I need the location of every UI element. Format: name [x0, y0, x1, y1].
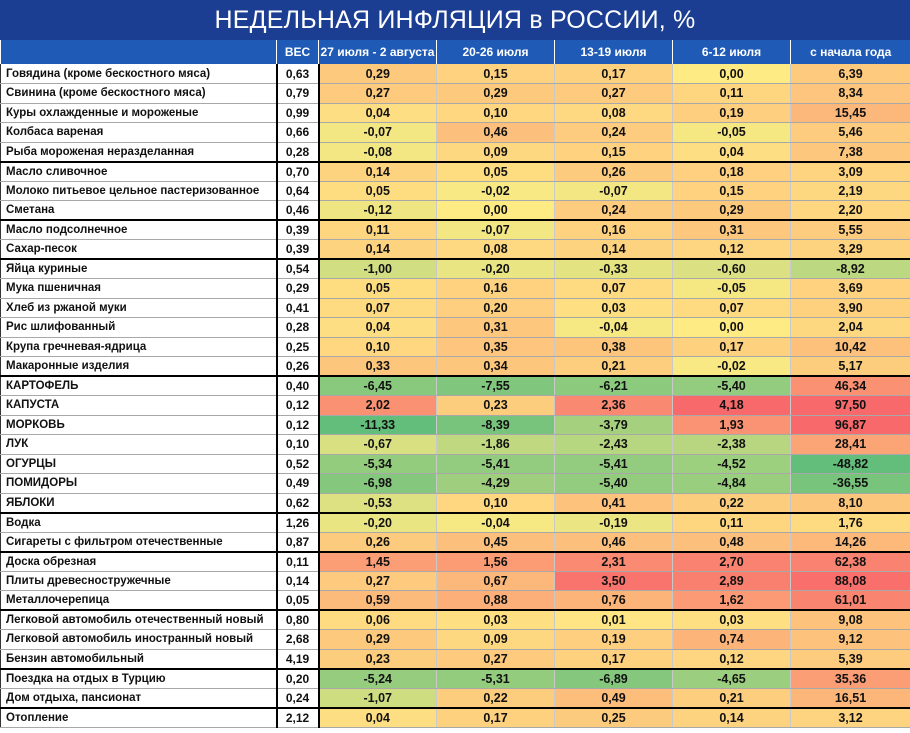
- weekly-cell: -2,38: [673, 435, 791, 455]
- row-label: Говядина (кроме бескостного мяса): [1, 64, 277, 84]
- weekly-cell: 0,76: [555, 591, 673, 611]
- row-label: Крупа гречневая-ядрица: [1, 337, 277, 357]
- weekly-cell: 2,89: [673, 571, 791, 591]
- weekly-cell: 0,10: [437, 103, 555, 123]
- weekly-cell: -4,52: [673, 454, 791, 474]
- weekly-cell: 0,22: [437, 688, 555, 708]
- weekly-cell: -0,07: [319, 123, 437, 143]
- row-label: КАПУСТА: [1, 396, 277, 416]
- table-row: [1, 708, 910, 728]
- table-row: [1, 103, 910, 123]
- weekly-cell: 0,23: [437, 396, 555, 416]
- row-weight: 0,20: [277, 669, 319, 689]
- weekly-cell: 0,24: [555, 123, 673, 143]
- row-weight: 0,49: [277, 474, 319, 494]
- table-row: [1, 688, 910, 708]
- row-label: Отопление: [1, 708, 277, 728]
- table-row: [1, 493, 910, 513]
- row-weight: 0,62: [277, 493, 319, 513]
- row-weight: 2,12: [277, 708, 319, 728]
- ytd-cell: 14,26: [791, 532, 910, 552]
- row-weight: 0,70: [277, 162, 319, 182]
- header-weight: ВЕС: [277, 40, 319, 64]
- table-row: [1, 532, 910, 552]
- row-label: Металлочерепица: [1, 591, 277, 611]
- weekly-cell: -5,31: [437, 669, 555, 689]
- ytd-cell: 3,90: [791, 298, 910, 318]
- weekly-cell: 0,14: [673, 708, 791, 728]
- weekly-cell: 1,45: [319, 552, 437, 572]
- row-weight: 0,14: [277, 571, 319, 591]
- weekly-cell: 0,03: [437, 610, 555, 630]
- weekly-cell: -5,24: [319, 669, 437, 689]
- weekly-cell: 0,46: [437, 123, 555, 143]
- weekly-cell: -6,89: [555, 669, 673, 689]
- row-weight: 0,87: [277, 532, 319, 552]
- ytd-cell: 8,10: [791, 493, 910, 513]
- ytd-cell: -48,82: [791, 454, 910, 474]
- ytd-cell: 3,29: [791, 240, 910, 260]
- weekly-cell: -6,21: [555, 376, 673, 396]
- ytd-cell: 9,08: [791, 610, 910, 630]
- weekly-cell: -1,00: [319, 259, 437, 279]
- weekly-cell: -0,07: [437, 220, 555, 240]
- weekly-cell: -4,29: [437, 474, 555, 494]
- weekly-cell: 0,45: [437, 532, 555, 552]
- header-name: [1, 40, 277, 64]
- row-weight: 0,12: [277, 415, 319, 435]
- weekly-cell: 2,02: [319, 396, 437, 416]
- table-row: [1, 435, 910, 455]
- row-label: Бензин автомобильный: [1, 649, 277, 669]
- ytd-cell: 5,46: [791, 123, 910, 143]
- weekly-cell: 0,29: [673, 201, 791, 221]
- row-label: Хлеб из ржаной муки: [1, 298, 277, 318]
- row-label: Водка: [1, 513, 277, 533]
- weekly-cell: 0,14: [555, 240, 673, 260]
- weekly-cell: 0,05: [319, 181, 437, 201]
- table-row: [1, 454, 910, 474]
- weekly-cell: 1,93: [673, 415, 791, 435]
- table-row: [1, 298, 910, 318]
- table-row: [1, 240, 910, 260]
- weekly-cell: -0,02: [437, 181, 555, 201]
- weekly-cell: -0,33: [555, 259, 673, 279]
- row-weight: 0,99: [277, 103, 319, 123]
- weekly-cell: 0,11: [673, 84, 791, 104]
- ytd-cell: 7,38: [791, 142, 910, 162]
- table-row: [1, 142, 910, 162]
- weekly-cell: 0,29: [319, 64, 437, 84]
- weekly-cell: 0,67: [437, 571, 555, 591]
- row-label: Сахар-песок: [1, 240, 277, 260]
- weekly-cell: -6,45: [319, 376, 437, 396]
- weekly-cell: 0,18: [673, 162, 791, 182]
- ytd-cell: -8,92: [791, 259, 910, 279]
- row-label: Молоко питьевое цельное пастеризованное: [1, 181, 277, 201]
- row-weight: 4,19: [277, 649, 319, 669]
- row-weight: 0,28: [277, 142, 319, 162]
- weekly-cell: -0,20: [437, 259, 555, 279]
- weekly-cell: 0,11: [673, 513, 791, 533]
- table-body: [1, 64, 910, 727]
- table-row: [1, 552, 910, 572]
- weekly-cell: -4,65: [673, 669, 791, 689]
- row-label: Масло подсолнечное: [1, 220, 277, 240]
- weekly-cell: 0,27: [319, 571, 437, 591]
- header-row: [1, 40, 910, 64]
- ytd-cell: 3,69: [791, 279, 910, 299]
- ytd-cell: 97,50: [791, 396, 910, 416]
- table-row: [1, 318, 910, 338]
- weekly-cell: 0,12: [673, 240, 791, 260]
- header-week-1: 27 июля - 2 августа: [319, 40, 437, 64]
- weekly-cell: -0,05: [673, 279, 791, 299]
- weekly-cell: -0,04: [437, 513, 555, 533]
- ytd-cell: 88,08: [791, 571, 910, 591]
- table-row: [1, 630, 910, 650]
- ytd-cell: 62,38: [791, 552, 910, 572]
- row-weight: 0,80: [277, 610, 319, 630]
- weekly-cell: 0,17: [673, 337, 791, 357]
- weekly-cell: -7,55: [437, 376, 555, 396]
- weekly-cell: 0,15: [673, 181, 791, 201]
- weekly-cell: 0,26: [555, 162, 673, 182]
- row-label: Поездка на отдых в Турцию: [1, 669, 277, 689]
- row-weight: 0,11: [277, 552, 319, 572]
- weekly-cell: 1,56: [437, 552, 555, 572]
- weekly-cell: 0,05: [319, 279, 437, 299]
- weekly-cell: 0,00: [673, 64, 791, 84]
- ytd-cell: 5,39: [791, 649, 910, 669]
- weekly-cell: 0,01: [555, 610, 673, 630]
- weekly-cell: 0,08: [437, 240, 555, 260]
- row-weight: 0,29: [277, 279, 319, 299]
- weekly-cell: 0,12: [673, 649, 791, 669]
- weekly-cell: 0,31: [673, 220, 791, 240]
- weekly-cell: 0,22: [673, 493, 791, 513]
- row-weight: 0,26: [277, 357, 319, 377]
- ytd-cell: 5,17: [791, 357, 910, 377]
- row-label: ПОМИДОРЫ: [1, 474, 277, 494]
- weekly-cell: -6,98: [319, 474, 437, 494]
- row-weight: 0,12: [277, 396, 319, 416]
- header-week-4: 6-12 июля: [673, 40, 791, 64]
- weekly-cell: 0,88: [437, 591, 555, 611]
- weekly-cell: 0,04: [319, 103, 437, 123]
- inflation-table: [0, 40, 910, 728]
- table-row: [1, 220, 910, 240]
- weekly-cell: 0,21: [673, 688, 791, 708]
- table-row: [1, 415, 910, 435]
- weekly-cell: 0,03: [673, 610, 791, 630]
- ytd-cell: 46,34: [791, 376, 910, 396]
- weekly-cell: 0,00: [437, 201, 555, 221]
- row-label: Мука пшеничная: [1, 279, 277, 299]
- weekly-cell: 0,04: [319, 318, 437, 338]
- weekly-cell: 0,19: [555, 630, 673, 650]
- row-weight: 1,26: [277, 513, 319, 533]
- table-row: [1, 396, 910, 416]
- ytd-cell: 3,12: [791, 708, 910, 728]
- ytd-cell: -36,55: [791, 474, 910, 494]
- header-week-2: 20-26 июля: [437, 40, 555, 64]
- weekly-cell: 4,18: [673, 396, 791, 416]
- weekly-cell: -0,05: [673, 123, 791, 143]
- table-row: [1, 84, 910, 104]
- weekly-cell: 0,05: [437, 162, 555, 182]
- ytd-cell: 2,04: [791, 318, 910, 338]
- table-row: [1, 571, 910, 591]
- weekly-cell: 2,36: [555, 396, 673, 416]
- weekly-cell: -1,07: [319, 688, 437, 708]
- weekly-cell: 2,70: [673, 552, 791, 572]
- table-row: [1, 279, 910, 299]
- weekly-cell: 0,07: [673, 298, 791, 318]
- table-row: [1, 669, 910, 689]
- weekly-cell: 0,11: [319, 220, 437, 240]
- weekly-cell: 0,15: [437, 64, 555, 84]
- weekly-cell: -5,40: [673, 376, 791, 396]
- ytd-cell: 16,51: [791, 688, 910, 708]
- weekly-cell: -0,02: [673, 357, 791, 377]
- row-weight: 0,40: [277, 376, 319, 396]
- weekly-cell: 0,29: [437, 84, 555, 104]
- table-row: [1, 181, 910, 201]
- weekly-cell: -0,53: [319, 493, 437, 513]
- row-label: ЯБЛОКИ: [1, 493, 277, 513]
- table-row: [1, 513, 910, 533]
- weekly-cell: 0,48: [673, 532, 791, 552]
- weekly-cell: 0,21: [555, 357, 673, 377]
- weekly-cell: 0,09: [437, 142, 555, 162]
- ytd-cell: 8,34: [791, 84, 910, 104]
- ytd-cell: 10,42: [791, 337, 910, 357]
- weekly-cell: 0,25: [555, 708, 673, 728]
- table-row: [1, 123, 910, 143]
- ytd-cell: 1,76: [791, 513, 910, 533]
- row-label: Макаронные изделия: [1, 357, 277, 377]
- ytd-cell: 2,19: [791, 181, 910, 201]
- weekly-cell: -0,67: [319, 435, 437, 455]
- weekly-cell: 2,31: [555, 552, 673, 572]
- weekly-cell: 0,10: [437, 493, 555, 513]
- weekly-cell: 0,59: [319, 591, 437, 611]
- row-weight: 0,79: [277, 84, 319, 104]
- row-weight: 0,66: [277, 123, 319, 143]
- row-label: Яйца куриные: [1, 259, 277, 279]
- table-row: [1, 337, 910, 357]
- weekly-cell: -8,39: [437, 415, 555, 435]
- row-label: Сигареты с фильтром отечественные: [1, 532, 277, 552]
- weekly-cell: 0,00: [673, 318, 791, 338]
- weekly-cell: -0,20: [319, 513, 437, 533]
- table-row: [1, 474, 910, 494]
- weekly-cell: 0,74: [673, 630, 791, 650]
- header-ytd: с начала года: [791, 40, 910, 64]
- weekly-cell: 0,46: [555, 532, 673, 552]
- table-row: [1, 201, 910, 221]
- weekly-cell: -11,33: [319, 415, 437, 435]
- row-weight: 0,46: [277, 201, 319, 221]
- row-weight: 2,68: [277, 630, 319, 650]
- row-weight: 0,64: [277, 181, 319, 201]
- weekly-cell: 0,35: [437, 337, 555, 357]
- weekly-cell: 0,19: [673, 103, 791, 123]
- row-weight: 0,41: [277, 298, 319, 318]
- row-label: Рис шлифованный: [1, 318, 277, 338]
- row-label: Сметана: [1, 201, 277, 221]
- weekly-cell: 0,49: [555, 688, 673, 708]
- table-row: [1, 649, 910, 669]
- weekly-cell: 0,29: [319, 630, 437, 650]
- table-row: [1, 376, 910, 396]
- weekly-cell: 0,27: [555, 84, 673, 104]
- row-label: МОРКОВЬ: [1, 415, 277, 435]
- weekly-cell: -0,04: [555, 318, 673, 338]
- weekly-cell: -5,34: [319, 454, 437, 474]
- row-weight: 0,63: [277, 64, 319, 84]
- row-label: Колбаса вареная: [1, 123, 277, 143]
- ytd-cell: 5,55: [791, 220, 910, 240]
- weekly-cell: 0,27: [319, 84, 437, 104]
- header-week-3: 13-19 июля: [555, 40, 673, 64]
- row-weight: 0,10: [277, 435, 319, 455]
- weekly-cell: 0,33: [319, 357, 437, 377]
- weekly-cell: -1,86: [437, 435, 555, 455]
- weekly-cell: -0,60: [673, 259, 791, 279]
- weekly-cell: 0,06: [319, 610, 437, 630]
- weekly-cell: 0,14: [319, 162, 437, 182]
- row-label: Свинина (кроме бескостного мяса): [1, 84, 277, 104]
- weekly-cell: -0,08: [319, 142, 437, 162]
- row-label: Легковой автомобиль иностранный новый: [1, 630, 277, 650]
- table-row: [1, 162, 910, 182]
- ytd-cell: 28,41: [791, 435, 910, 455]
- weekly-cell: 0,04: [673, 142, 791, 162]
- weekly-cell: 0,34: [437, 357, 555, 377]
- row-label: ОГУРЦЫ: [1, 454, 277, 474]
- weekly-cell: 0,16: [555, 220, 673, 240]
- weekly-cell: -5,41: [555, 454, 673, 474]
- row-label: КАРТОФЕЛЬ: [1, 376, 277, 396]
- weekly-cell: 0,41: [555, 493, 673, 513]
- ytd-cell: 9,12: [791, 630, 910, 650]
- weekly-cell: -0,12: [319, 201, 437, 221]
- row-weight: 0,05: [277, 591, 319, 611]
- row-label: Рыба мороженая неразделанная: [1, 142, 277, 162]
- weekly-cell: 0,07: [555, 279, 673, 299]
- weekly-cell: 3,50: [555, 571, 673, 591]
- ytd-cell: 15,45: [791, 103, 910, 123]
- table-row: [1, 357, 910, 377]
- weekly-cell: 0,31: [437, 318, 555, 338]
- weekly-cell: 0,26: [319, 532, 437, 552]
- row-weight: 0,54: [277, 259, 319, 279]
- ytd-cell: 35,36: [791, 669, 910, 689]
- row-label: Куры охлажденные и мороженые: [1, 103, 277, 123]
- table-row: [1, 64, 910, 84]
- weekly-cell: 0,27: [437, 649, 555, 669]
- weekly-cell: 0,17: [555, 64, 673, 84]
- weekly-cell: 0,24: [555, 201, 673, 221]
- weekly-cell: -2,43: [555, 435, 673, 455]
- table-row: [1, 259, 910, 279]
- table-row: [1, 591, 910, 611]
- weekly-cell: -5,40: [555, 474, 673, 494]
- weekly-cell: 0,16: [437, 279, 555, 299]
- weekly-cell: 0,09: [437, 630, 555, 650]
- weekly-cell: -0,07: [555, 181, 673, 201]
- row-weight: 0,39: [277, 240, 319, 260]
- row-weight: 0,28: [277, 318, 319, 338]
- row-weight: 0,25: [277, 337, 319, 357]
- weekly-cell: 0,17: [555, 649, 673, 669]
- weekly-cell: -0,19: [555, 513, 673, 533]
- ytd-cell: 6,39: [791, 64, 910, 84]
- weekly-cell: 0,23: [319, 649, 437, 669]
- ytd-cell: 2,20: [791, 201, 910, 221]
- row-weight: 0,39: [277, 220, 319, 240]
- page-title: НЕДЕЛЬНАЯ ИНФЛЯЦИЯ в РОССИИ, %: [0, 0, 910, 40]
- weekly-cell: -3,79: [555, 415, 673, 435]
- weekly-cell: 0,15: [555, 142, 673, 162]
- row-label: Плиты древесностружечные: [1, 571, 277, 591]
- weekly-cell: 0,07: [319, 298, 437, 318]
- row-weight: 0,52: [277, 454, 319, 474]
- weekly-cell: 0,38: [555, 337, 673, 357]
- ytd-cell: 96,87: [791, 415, 910, 435]
- ytd-cell: 61,01: [791, 591, 910, 611]
- row-label: Масло сливочное: [1, 162, 277, 182]
- row-label: Доска обрезная: [1, 552, 277, 572]
- row-label: ЛУК: [1, 435, 277, 455]
- weekly-cell: 0,20: [437, 298, 555, 318]
- weekly-cell: 0,08: [555, 103, 673, 123]
- weekly-cell: -4,84: [673, 474, 791, 494]
- row-label: Легковой автомобиль отечественный новый: [1, 610, 277, 630]
- table-row: [1, 610, 910, 630]
- row-weight: 0,24: [277, 688, 319, 708]
- weekly-cell: 0,10: [319, 337, 437, 357]
- weekly-cell: -5,41: [437, 454, 555, 474]
- weekly-cell: 1,62: [673, 591, 791, 611]
- ytd-cell: 3,09: [791, 162, 910, 182]
- weekly-cell: 0,04: [319, 708, 437, 728]
- weekly-cell: 0,17: [437, 708, 555, 728]
- row-label: Дом отдыха, пансионат: [1, 688, 277, 708]
- weekly-cell: 0,14: [319, 240, 437, 260]
- weekly-cell: 0,03: [555, 298, 673, 318]
